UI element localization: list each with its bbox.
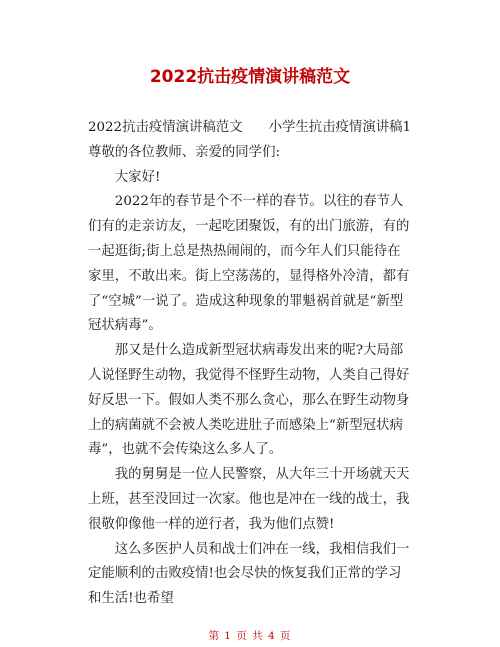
paragraph-1: 2022年的春节是个不一样的春节。以往的春节人们有的走亲访友，一起吃团聚饭，有的出门旅游，有的一起逛街;街上总是热热闹闹的，而今年人们只能待在家里，不敢出来。街上空荡荡的，显得格外冷清，都有了“空城”一说了。造成这种现象的罪魁祸首就是“新型冠状病毒”。 xyxy=(88,194,410,334)
page-number-footer: 第 1 页 共 4 页 xyxy=(208,630,292,642)
subtitle-left: 2022抗击疫情演讲稿范文 xyxy=(88,120,243,135)
document-body xyxy=(88,116,413,612)
salutation: 尊敬的各位教师、亲爱的同学们: xyxy=(88,144,280,160)
greeting: 大家好! xyxy=(114,169,161,185)
subtitle-right: 小学生抗击疫情演讲稿1 xyxy=(268,120,412,135)
document-title: 2022抗击疫情演讲稿范文 xyxy=(149,67,351,87)
paragraph-2: 那又是什么造成新型冠状病毒发出来的呢?大局部人说怪野生动物，我觉得不怪野生动物，人类自己得好好反思一下。假如人类不那么贪心，那么在野生动物身上的病菌就不会被人类吃进肚子而感染上“新型冠状病毒”，也就不会传染这么多人了。 xyxy=(88,343,410,458)
subtitle-line xyxy=(88,116,413,141)
paragraph-3: 我的舅舅是一位人民警察，从大年三十开场就天天上班，甚至没回过一次家。他也是冲在一线的战士，我很敬仰像他一样的逆行者，我为他们点赞! xyxy=(88,467,410,532)
paragraph-4: 这么多医护人员和战士们冲在一线，我相信我们一定能顺利的击败疫情!也会尽快的恢复我们正常的学习和生活!也希望 xyxy=(88,541,410,607)
